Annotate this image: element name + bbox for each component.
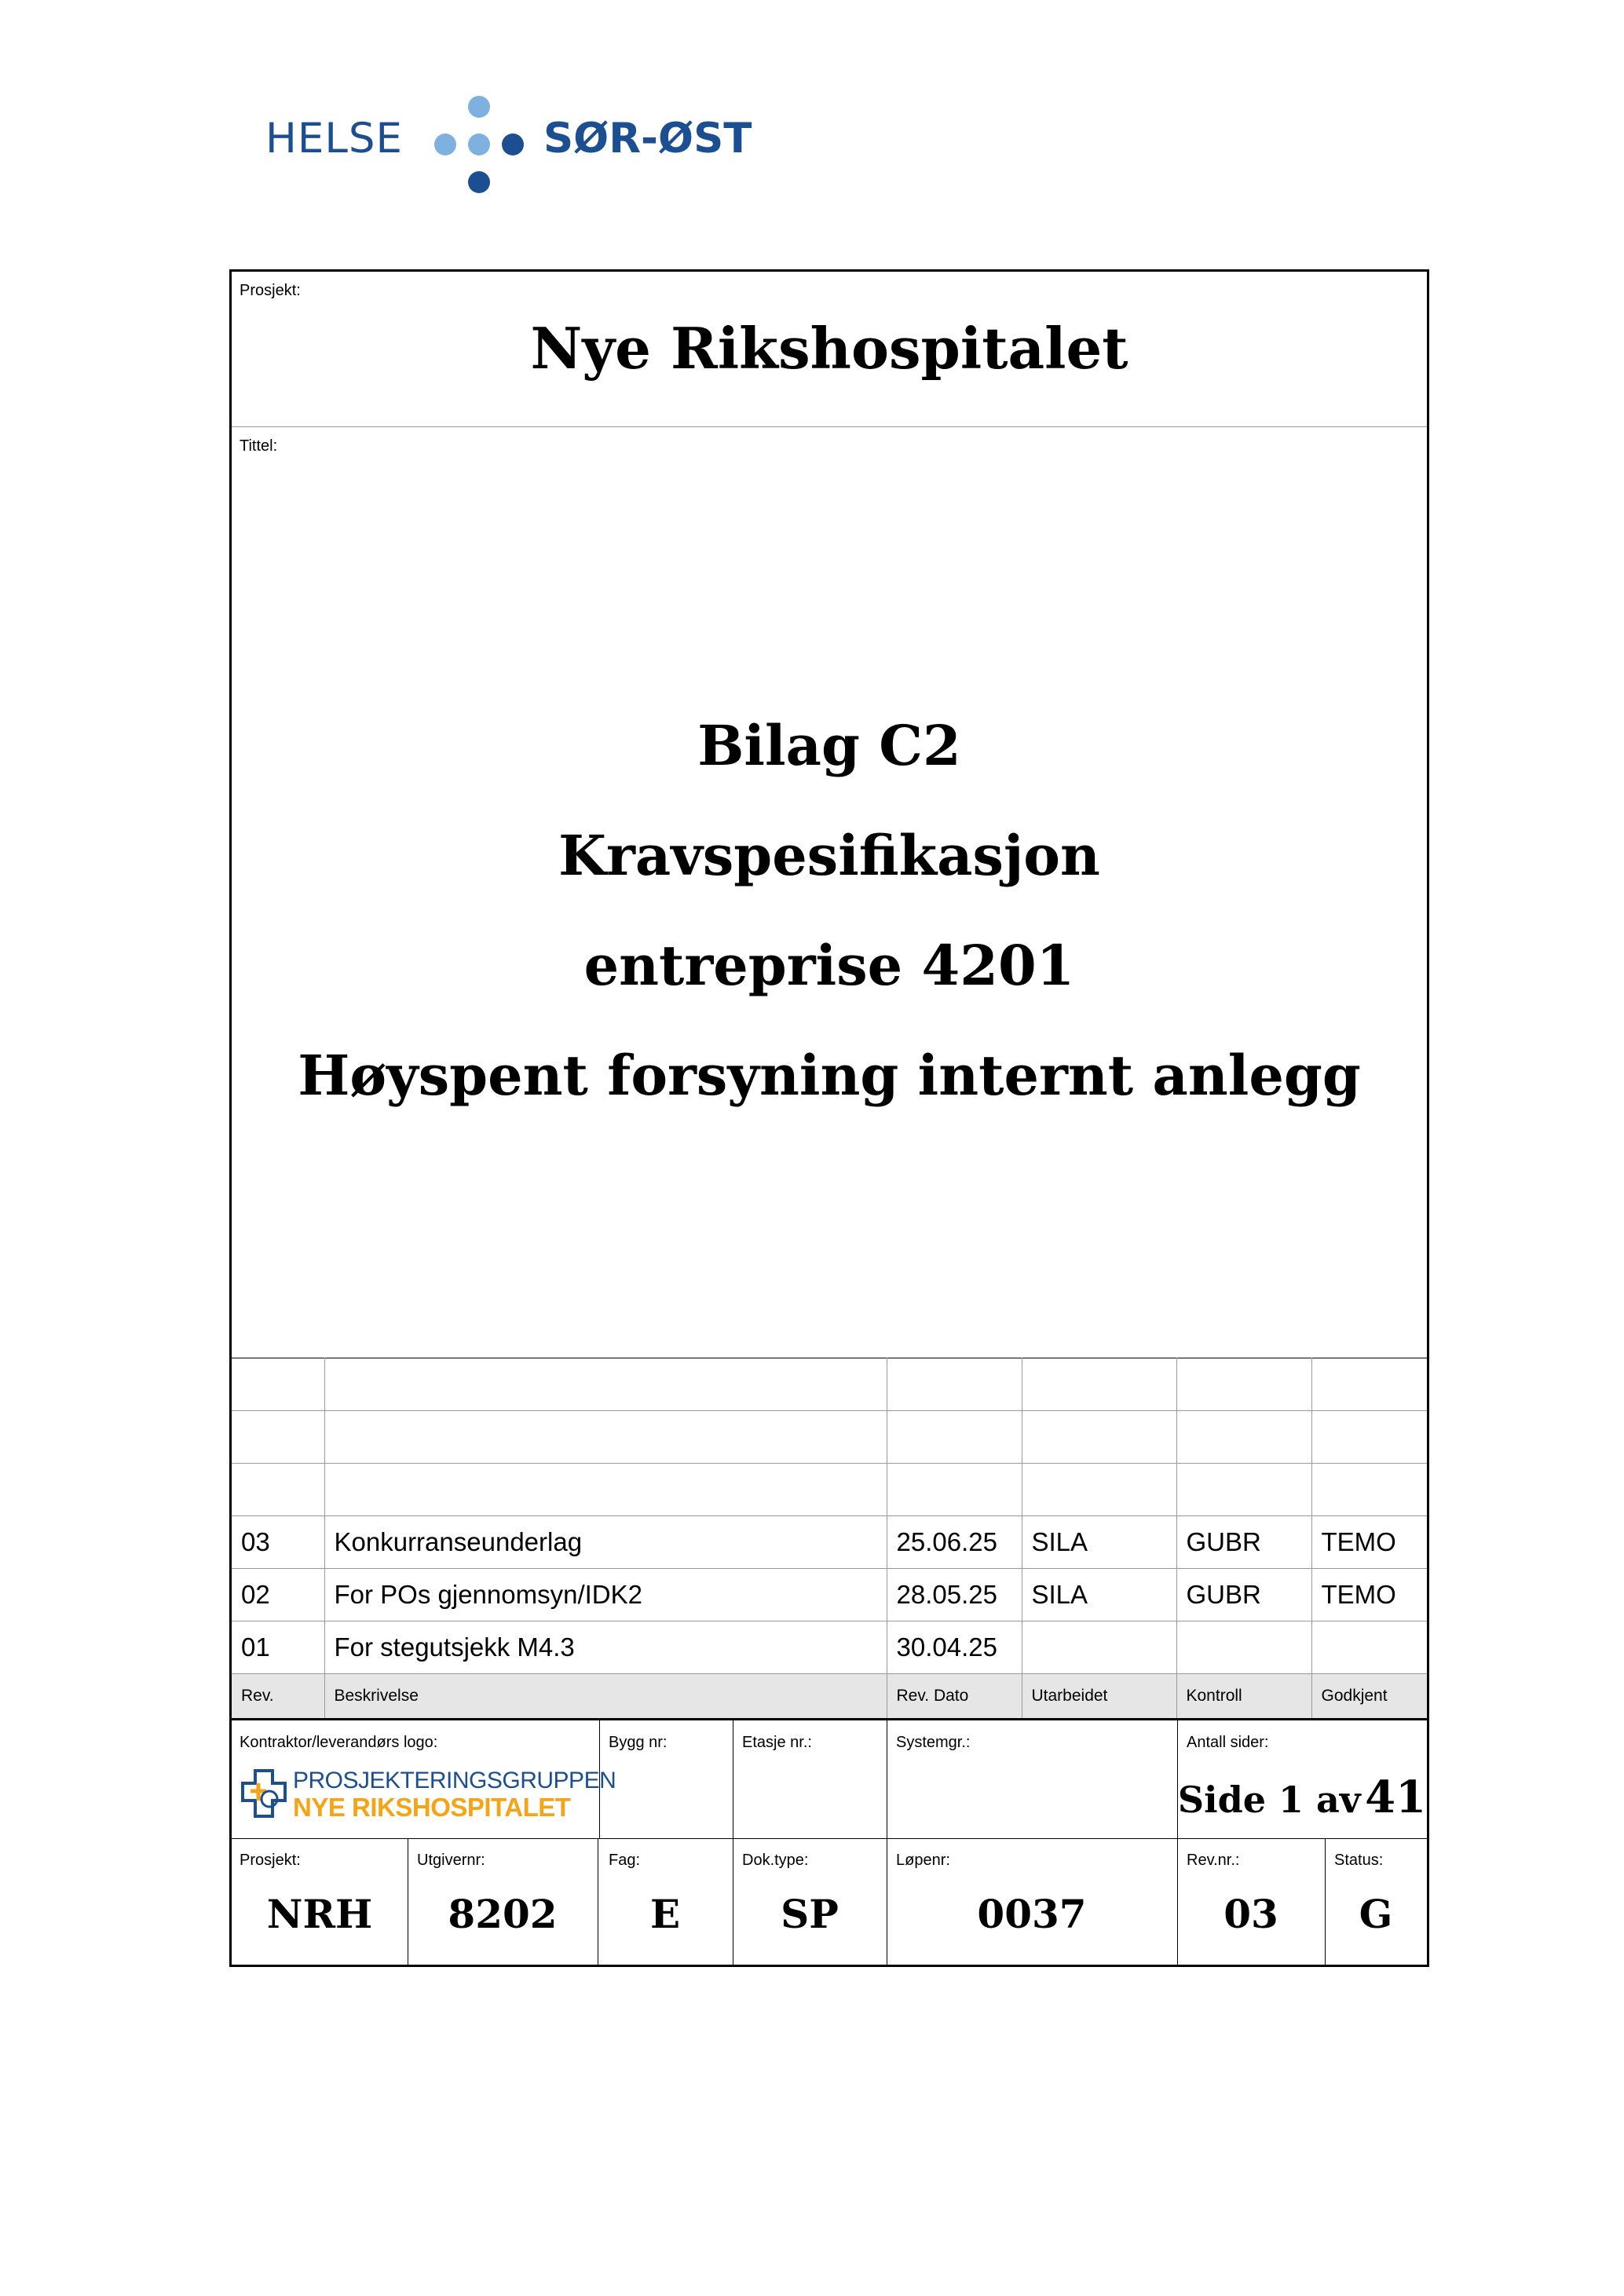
medical-cross-icon [240, 1768, 288, 1819]
rev-cell [232, 1411, 324, 1464]
doc-type-cell [733, 1838, 887, 1965]
table-row [232, 1464, 1427, 1516]
project-label: Prosjekt: [240, 282, 301, 299]
rev-cell [232, 1358, 324, 1411]
building-cell [599, 1719, 733, 1838]
date-cell: 30.04.25 [887, 1621, 1022, 1674]
page-count-side: Side 1 av [1177, 1779, 1361, 1821]
checked-cell [1176, 1621, 1311, 1674]
title-line: entreprise 4201 [583, 933, 1075, 998]
project-title: Nye Rikshospitalet [530, 315, 1128, 382]
header-rev: Rev. [232, 1674, 324, 1720]
revision-number-value: 03 [1223, 1891, 1278, 1937]
floor-cell [733, 1719, 887, 1838]
contractor-logo-line2: NYE RIKSHOSPITALET [293, 1793, 571, 1822]
contractor-label: Kontraktor/leverandørs logo: [240, 1734, 438, 1751]
prepared-cell: SILA [1022, 1516, 1176, 1569]
checked-cell: GUBR [1176, 1516, 1311, 1569]
status-cell [1325, 1838, 1427, 1965]
page-count-cell [1177, 1719, 1427, 1838]
title-label: Tittel: [240, 437, 278, 455]
system-group-cell [887, 1719, 1177, 1838]
building-label: Bygg nr: [609, 1734, 668, 1751]
description-cell [324, 1411, 887, 1464]
discipline-value: E [649, 1891, 681, 1937]
discipline-label: Fag: [609, 1852, 641, 1869]
issuer-label: Utgivernr: [417, 1852, 485, 1869]
description-cell: Konkurranseunderlag [324, 1516, 887, 1569]
date-cell [887, 1464, 1022, 1516]
rev-cell: 03 [232, 1516, 324, 1569]
project-code-label: Prosjekt: [240, 1852, 301, 1869]
approved-cell [1311, 1411, 1427, 1464]
helse-sor-ost-logo [265, 96, 752, 198]
approved-cell: TEMO [1311, 1516, 1427, 1569]
prepared-cell: SILA [1022, 1569, 1176, 1621]
checked-cell [1176, 1464, 1311, 1516]
serial-number-value: 0037 [977, 1891, 1087, 1937]
date-cell [887, 1358, 1022, 1411]
discipline-cell [598, 1838, 733, 1965]
project-code-cell [232, 1838, 408, 1965]
checked-cell: GUBR [1176, 1569, 1311, 1621]
logo-text-left: HELSE [265, 115, 403, 163]
description-cell [324, 1464, 887, 1516]
logo-text-right: SØR-ØST [543, 115, 752, 163]
document-title [232, 691, 1427, 1131]
issuer-cell [408, 1838, 598, 1965]
description-cell: For POs gjennomsyn/IDK2 [324, 1569, 887, 1621]
issuer-value: 8202 [448, 1891, 558, 1937]
revision-number-cell [1177, 1838, 1325, 1965]
description-cell: For stegutsjekk M4.3 [324, 1621, 887, 1674]
table-row [232, 1411, 1427, 1464]
prepared-cell [1022, 1464, 1176, 1516]
page-count-label: Antall sider: [1187, 1734, 1269, 1751]
approved-cell: TEMO [1311, 1569, 1427, 1621]
approved-cell [1311, 1358, 1427, 1411]
date-cell: 25.06.25 [887, 1516, 1022, 1569]
contractor-logo-line1: PROSJEKTERINGSGRUPPEN [293, 1768, 616, 1793]
title-section [232, 427, 1427, 1358]
prepared-cell [1022, 1411, 1176, 1464]
contractor-logo-cell [232, 1719, 616, 1838]
contractor-logo [240, 1764, 616, 1824]
header-checked: Kontroll [1176, 1674, 1311, 1720]
rev-cell: 02 [232, 1569, 324, 1621]
doc-type-label: Dok.type: [742, 1852, 809, 1869]
logo-dots-icon [422, 96, 532, 198]
checked-cell [1176, 1358, 1311, 1411]
serial-number-label: Løpenr: [896, 1852, 950, 1869]
title-line: Kravspesifikasjon [558, 823, 1100, 888]
project-section [232, 272, 1427, 427]
rev-cell: 01 [232, 1621, 324, 1674]
prepared-cell [1022, 1358, 1176, 1411]
approved-cell [1311, 1621, 1427, 1674]
rev-cell [232, 1464, 324, 1516]
approved-cell [1311, 1464, 1427, 1516]
project-code-value: NRH [266, 1891, 373, 1937]
revision-table [232, 1358, 1427, 1720]
date-cell: 28.05.25 [887, 1569, 1022, 1621]
table-row [232, 1569, 1427, 1621]
header-approved: Godkjent [1311, 1674, 1427, 1720]
header-description: Beskrivelse [324, 1674, 887, 1720]
description-cell [324, 1358, 887, 1411]
prepared-cell [1022, 1621, 1176, 1674]
header-date: Rev. Dato [887, 1674, 1022, 1720]
status-label: Status: [1334, 1852, 1384, 1869]
floor-label: Etasje nr.: [742, 1734, 812, 1751]
table-row [232, 1621, 1427, 1674]
status-value: G [1359, 1891, 1393, 1937]
header-prepared: Utarbeidet [1022, 1674, 1176, 1720]
table-row [232, 1516, 1427, 1569]
title-line: Høyspent forsyning internt anlegg [298, 1043, 1361, 1108]
revision-number-label: Rev.nr.: [1187, 1852, 1240, 1869]
doc-type-value: SP [781, 1891, 839, 1937]
title-block-frame [229, 269, 1429, 1967]
serial-number-cell [887, 1838, 1177, 1965]
page-count-value [1177, 1771, 1427, 1823]
checked-cell [1176, 1411, 1311, 1464]
title-line: Bilag C2 [697, 713, 961, 778]
revision-table-header [232, 1674, 1427, 1720]
date-cell [887, 1411, 1022, 1464]
system-group-label: Systemgr.: [896, 1734, 971, 1751]
table-row [232, 1358, 1427, 1411]
page-count-total: 41 [1365, 1771, 1427, 1823]
